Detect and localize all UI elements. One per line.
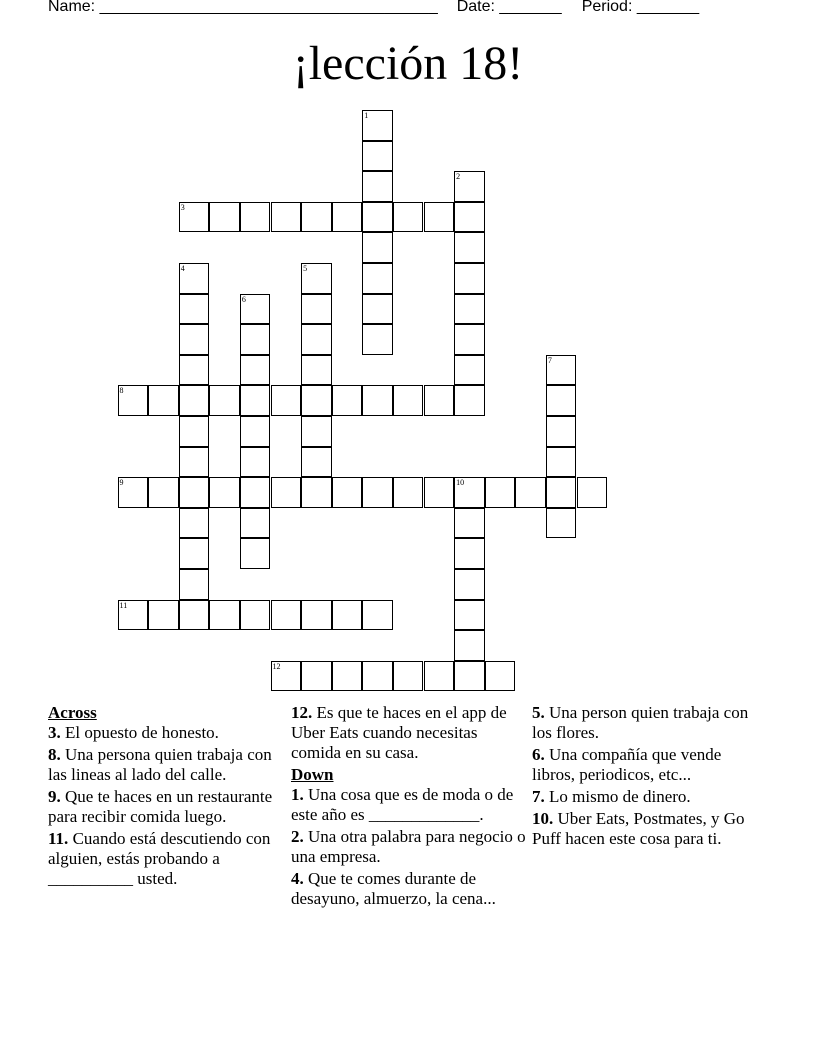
crossword-cell[interactable]	[179, 477, 210, 508]
crossword-cell[interactable]	[179, 202, 210, 233]
down-heading: Down	[291, 765, 334, 784]
across-clue: 12. Es que te haces en el app de Uber Eats cuando necesitas comida en su casa.	[291, 703, 507, 762]
crossword-cell[interactable]	[362, 202, 393, 233]
crossword-cell[interactable]	[301, 355, 332, 386]
across-clue: 8. Una persona quien trabaja con las lineas al lado del calle.	[48, 745, 272, 784]
crossword-cell[interactable]	[209, 477, 240, 508]
crossword-cell[interactable]	[179, 508, 210, 539]
clue-number: 9	[119, 478, 124, 488]
crossword-cell[interactable]	[485, 477, 516, 508]
down-clue: 4. Que te comes durante de desayuno, almuerzo, la cena...	[291, 869, 496, 908]
crossword-cell[interactable]	[546, 447, 577, 478]
crossword-cell[interactable]	[240, 508, 271, 539]
down-clue: 7. Lo mismo de dinero.	[532, 787, 691, 806]
crossword-cell[interactable]	[424, 661, 455, 692]
crossword-cell[interactable]	[546, 477, 577, 508]
down-clue: 1. Una cosa que es de moda o de este año es _____________.	[291, 785, 514, 824]
crossword-cell[interactable]	[179, 324, 210, 355]
crossword-cell[interactable]	[209, 385, 240, 416]
crossword-cell[interactable]	[332, 600, 363, 631]
crossword-cell[interactable]	[454, 477, 485, 508]
crossword-cell[interactable]	[546, 355, 577, 386]
period-blank: _______	[632, 0, 700, 15]
crossword-cell[interactable]	[362, 232, 393, 263]
crossword-cell[interactable]	[454, 263, 485, 294]
clue-number: 5	[303, 264, 308, 273]
crossword-cell[interactable]	[362, 661, 393, 692]
crossword-cell[interactable]	[148, 477, 179, 508]
crossword-cell[interactable]	[148, 385, 179, 416]
crossword-cell[interactable]	[240, 385, 271, 416]
clue-number: 8	[119, 386, 124, 396]
clue-number: 7	[547, 355, 552, 365]
crossword-cell[interactable]	[362, 477, 393, 508]
crossword-cell[interactable]	[546, 416, 577, 447]
crossword-cell[interactable]	[118, 600, 149, 631]
across-heading: Across	[48, 703, 97, 722]
crossword-cell[interactable]	[454, 661, 485, 692]
crossword-cell[interactable]	[240, 355, 271, 386]
down-clue: 2. Una otra palabra para negocio o una empresa.	[291, 827, 526, 866]
crossword-cell[interactable]	[454, 385, 485, 416]
crossword-cell[interactable]	[179, 447, 210, 478]
down-clue: 6. Una compañía que vende libros, periodicos, etc...	[532, 745, 722, 784]
across-clue: 9. Que te haces en un restaurante para recibir comida luego.	[48, 787, 273, 826]
crossword-cell[interactable]	[179, 263, 210, 294]
crossword-cell[interactable]	[271, 385, 302, 416]
crossword-cell[interactable]	[118, 385, 149, 416]
crossword-cell[interactable]	[332, 202, 363, 233]
crossword-cell[interactable]	[271, 600, 302, 631]
crossword-cell[interactable]	[301, 447, 332, 478]
crossword-cell[interactable]	[240, 324, 271, 355]
crossword-cell[interactable]	[393, 385, 424, 416]
crossword-cell[interactable]	[301, 263, 332, 294]
clues-column-3	[532, 703, 767, 851]
period-label: Period:	[581, 0, 633, 15]
crossword-cell[interactable]	[179, 294, 210, 325]
crossword-cell[interactable]	[118, 477, 149, 508]
crossword-cell[interactable]	[393, 202, 424, 233]
down-clue: 5. Una person quien trabaja con los flores.	[532, 703, 749, 742]
crossword-cell[interactable]	[454, 600, 485, 631]
crossword-cell[interactable]	[301, 661, 332, 692]
clue-number: 3	[180, 202, 185, 212]
crossword-cell[interactable]	[301, 324, 332, 355]
crossword-cell[interactable]	[301, 294, 332, 325]
crossword-cell[interactable]	[240, 600, 271, 631]
clue-number: 11	[119, 600, 128, 610]
clue-number: 1	[364, 111, 369, 120]
crossword-cell[interactable]	[393, 661, 424, 692]
crossword-cell[interactable]	[454, 324, 485, 355]
crossword-cell[interactable]	[362, 385, 393, 416]
crossword-cell[interactable]	[454, 630, 485, 661]
crossword-cell[interactable]	[179, 538, 210, 569]
crossword-cell[interactable]	[485, 661, 516, 692]
clue-number: 4	[180, 264, 185, 273]
crossword-cell[interactable]	[332, 477, 363, 508]
crossword-cell[interactable]	[301, 202, 332, 233]
crossword-cell[interactable]	[271, 202, 302, 233]
crossword-cell[interactable]	[454, 569, 485, 600]
date-blank: _______	[494, 0, 562, 15]
crossword-cell[interactable]	[240, 202, 271, 233]
crossword-cell[interactable]	[515, 477, 546, 508]
crossword-cell[interactable]	[271, 477, 302, 508]
across-clue: 11. Cuando está descutiendo con alguien, estás probando a __________ usted.	[48, 829, 271, 888]
clue-number: 10	[456, 478, 465, 488]
crossword-cell[interactable]	[179, 355, 210, 386]
crossword-cell[interactable]	[301, 385, 332, 416]
crossword-cell[interactable]	[454, 508, 485, 539]
crossword-cell[interactable]	[362, 324, 393, 355]
crossword-cell[interactable]	[454, 294, 485, 325]
crossword-cell[interactable]	[179, 385, 210, 416]
crossword-cell[interactable]	[424, 202, 455, 233]
crossword-cell[interactable]	[209, 600, 240, 631]
clue-number: 6	[241, 294, 246, 304]
clues-column-1	[48, 703, 283, 891]
name-label: Name:	[48, 0, 96, 15]
crossword-cell[interactable]	[454, 355, 485, 386]
crossword-cell[interactable]	[362, 294, 393, 325]
crossword-cell[interactable]	[240, 416, 271, 447]
crossword-cell[interactable]	[332, 661, 363, 692]
crossword-cell[interactable]	[577, 477, 608, 508]
crossword-cell[interactable]	[546, 385, 577, 416]
crossword-cell[interactable]	[362, 263, 393, 294]
crossword-cell[interactable]	[179, 600, 210, 631]
crossword-cell[interactable]	[301, 416, 332, 447]
crossword-cell[interactable]	[179, 569, 210, 600]
crossword-cell[interactable]	[454, 538, 485, 569]
crossword-cell[interactable]	[240, 447, 271, 478]
across-clue: 3. El opuesto de honesto.	[48, 723, 219, 742]
crossword-cell[interactable]	[454, 171, 485, 202]
crossword-cell[interactable]	[301, 600, 332, 631]
crossword-cell[interactable]	[179, 416, 210, 447]
crossword-cell[interactable]	[362, 600, 393, 631]
crossword-cell[interactable]	[240, 538, 271, 569]
crossword-cell[interactable]	[362, 171, 393, 202]
clues-column-2	[291, 703, 526, 911]
crossword-cell[interactable]	[240, 294, 271, 325]
date-label: Date:	[456, 0, 495, 15]
clue-number: 2	[456, 172, 461, 182]
crossword-cell[interactable]	[424, 385, 455, 416]
crossword-cell[interactable]	[393, 477, 424, 508]
crossword-cell[interactable]	[148, 600, 179, 631]
crossword-cell[interactable]	[271, 661, 302, 692]
crossword-cell[interactable]	[546, 508, 577, 539]
down-clue: 10. Uber Eats, Postmates, y Go Puff hacen este cosa para ti.	[532, 809, 745, 848]
crossword-cell[interactable]	[424, 477, 455, 508]
crossword-cell[interactable]	[240, 477, 271, 508]
clue-number: 12	[272, 661, 281, 671]
crossword-cell[interactable]	[362, 110, 393, 141]
crossword-cell[interactable]	[301, 477, 332, 508]
name-blank: ______________________________________	[95, 0, 438, 15]
page-title: ¡lección 18!	[292, 37, 524, 90]
crossword-cell[interactable]	[209, 202, 240, 233]
crossword-cell[interactable]	[332, 385, 363, 416]
crossword-cell[interactable]	[454, 232, 485, 263]
crossword-cell[interactable]	[454, 202, 485, 233]
crossword-cell[interactable]	[362, 141, 393, 172]
